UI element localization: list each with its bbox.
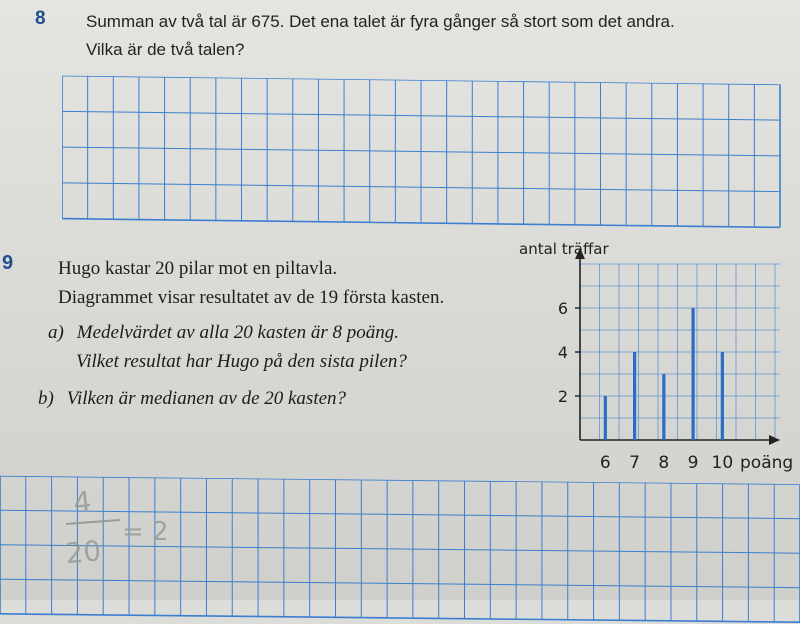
question-9-number: 9: [2, 252, 14, 274]
x-tick-label: 10: [711, 453, 734, 473]
y-tick-label: 2: [557, 387, 568, 406]
y-tick-label: 4: [557, 343, 568, 362]
part-b-text: Vilken är medianen av de 20 kasten?: [66, 388, 347, 409]
x-tick-label: 6: [599, 453, 611, 473]
part-b-label: b): [38, 388, 54, 409]
question-8-line-1: Summan av två tal är 675. Det ena talet är fyra gånger så stort som det andra.: [86, 12, 675, 31]
handwritten-result: = 2: [122, 517, 169, 547]
handwritten-fraction: [60, 478, 190, 588]
handwritten-numerator: 4: [71, 484, 93, 520]
answer-grid-question-8: [62, 76, 782, 230]
y-axis-label: antal träffar: [519, 240, 609, 258]
question-8-number: 8: [35, 8, 46, 29]
part-a-text-2: Vilket resultat har Hugo på den sista pilen?: [76, 351, 407, 372]
question-8-line-2: Vilka är de två talen?: [86, 40, 245, 59]
question-9-line-2: Diagrammet visar resultatet av de 19 första kasten.: [58, 287, 445, 308]
part-a-label: a): [48, 322, 64, 343]
question-8-text: [86, 8, 766, 64]
x-tick-label: 7: [629, 453, 641, 473]
part-a-text-1: Medelvärdet av alla 20 kasten är 8 poäng.: [76, 322, 399, 343]
part-a-line-2: [76, 347, 407, 376]
x-tick-label: 8: [658, 453, 670, 473]
question-9-line-1: Hugo kastar 20 pilar mot en piltavla.: [58, 258, 338, 279]
x-axis-label: poäng: [740, 453, 794, 473]
y-tick-label: 6: [557, 299, 568, 318]
part-b-line: [38, 384, 346, 413]
x-tick-label: 9: [687, 453, 699, 473]
handwritten-denominator: 20: [64, 534, 103, 571]
part-a-line-1: [48, 318, 399, 347]
grid-9-hline: [0, 614, 800, 622]
bar-chart: [510, 232, 800, 482]
x-axis-arrow-icon: [769, 435, 780, 445]
handwritten-fraction-bar: [66, 520, 120, 524]
question-9-text: [58, 254, 538, 312]
